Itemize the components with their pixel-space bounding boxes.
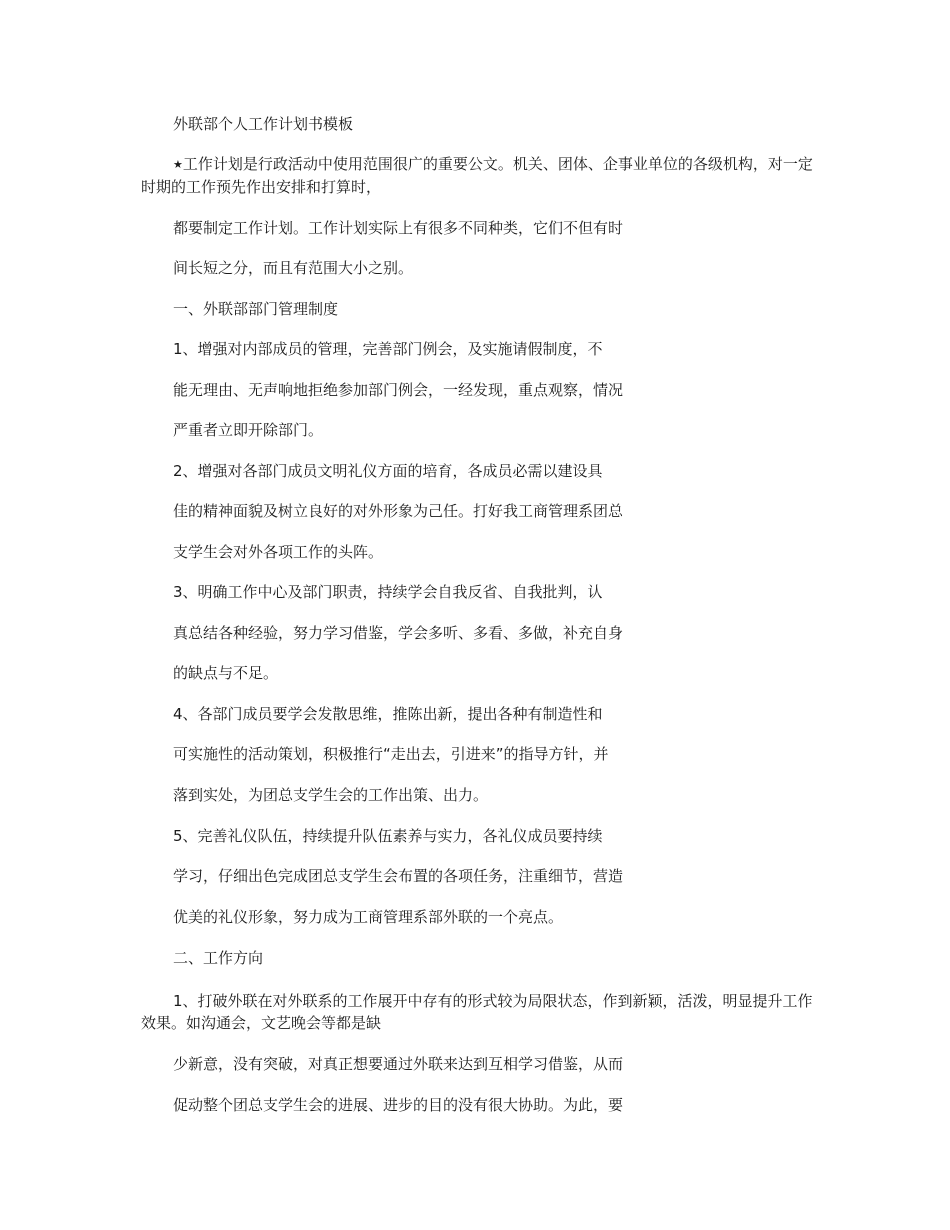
text-line: 间长短之分，而且有范围大小之别。 (173, 259, 414, 277)
text-line: 可实施性的活动策划，积极推行“走出去，引进来”的指导方针，并 (173, 745, 609, 763)
intro-text: 工作计划是行政活动中使用范围很广的重要公文。机关、团体、企事业单位的各级机构，对一定时期的工作预先作出安排和打算时， (141, 155, 813, 196)
text-line: 少新意，没有突破，对真正想要通过外联来达到互相学习借鉴，从而 (173, 1055, 624, 1073)
text-line: 优美的礼仪形象，努力成为工商管理系部外联的一个亮点。 (173, 908, 564, 926)
text-line: 支学生会对外各项工作的头阵。 (173, 543, 384, 561)
text-line: 2、增强对各部门成员文明礼仪方面的培育，各成员必需以建设具 (173, 462, 603, 480)
text-line: 4、各部门成员要学会发散思维，推陈出新，提出各种有制造性和 (173, 705, 603, 723)
star-icon: ★ (173, 158, 183, 171)
text-line: 严重者立即开除部门。 (173, 421, 324, 439)
text-line: 真总结各种经验，努力学习借鉴，学会多听、多看、多做，补充自身 (173, 624, 624, 642)
document-title: 外联部个人工作计划书模板 (173, 115, 354, 133)
text-line: 落到实处，为团总支学生会的工作出策、出力。 (173, 786, 489, 804)
text-line: 5、完善礼仪队伍，持续提升队伍素养与实力，各礼仪成员要持续 (173, 827, 603, 845)
text-line: 3、明确工作中心及部门职责，持续学会自我反省、自我批判，认 (173, 583, 603, 601)
section-heading-1: 一、外联部部门管理制度 (173, 300, 339, 318)
text-line: 能无理由、无声响地拒绝参加部门例会，一经发现，重点观察，情况 (173, 381, 624, 399)
section-heading-2: 二、工作方向 (173, 949, 264, 967)
text-line: 的缺点与不足。 (173, 664, 279, 682)
intro-paragraph (141, 153, 821, 198)
text-line: 学习，仔细出色完成团总支学生会布置的各项任务，注重细节，营造 (173, 867, 624, 885)
text-line: 佳的精神面貌及树立良好的对外形象为己任。打好我工商管理系团总 (173, 502, 624, 520)
text-line: 1、增强对内部成员的管理，完善部门例会，及实施请假制度，不 (173, 340, 603, 358)
section2-paragraph: 1、打破外联在对外联系的工作展开中存有的形式较为局限状态，作到新颖，活泼，明显提升工作效果。如沟通会，文艺晚会等都是缺 (141, 992, 813, 1032)
text-line: 都要制定工作计划。工作计划实际上有很多不同种类，它们不但有时 (173, 219, 624, 237)
text-line: 促动整个团总支学生会的进展、进步的目的没有很大协助。为此，要 (173, 1096, 624, 1114)
